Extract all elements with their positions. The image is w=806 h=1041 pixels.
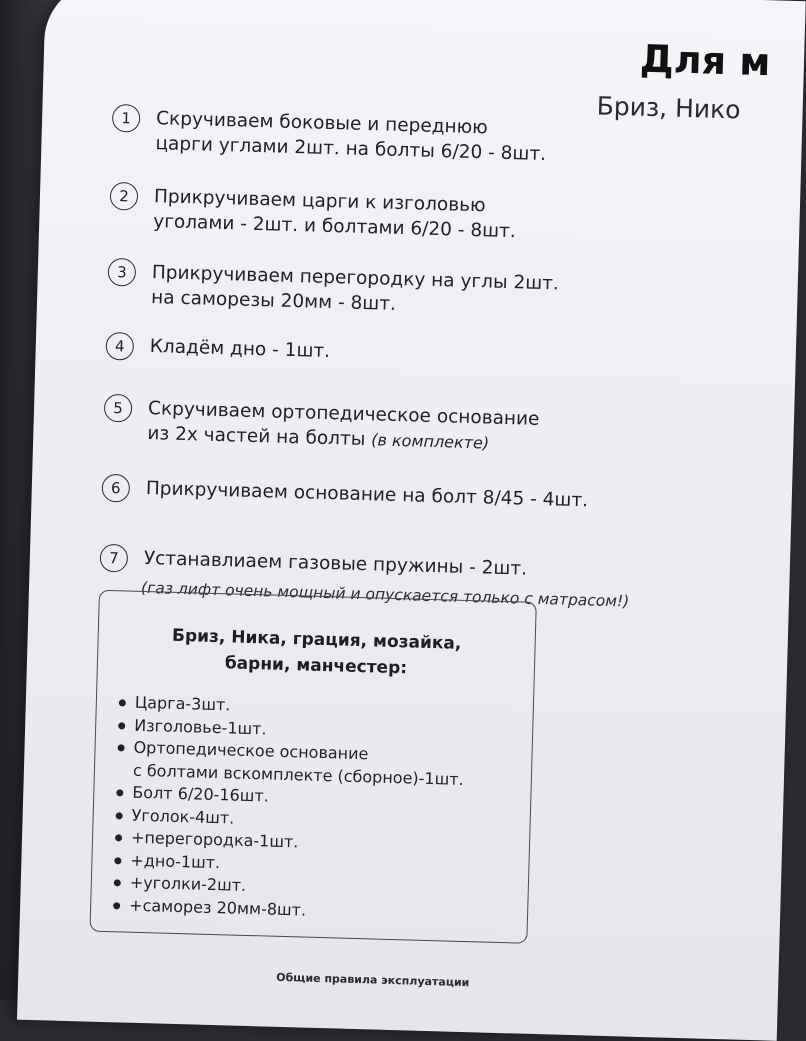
list-item-line: Ортопедическое основание xyxy=(133,737,369,764)
step-text xyxy=(153,184,694,249)
step-text xyxy=(147,396,688,461)
list-item: Изголовье-1шт. xyxy=(116,714,465,746)
kit-title-line: барни, манчестер: xyxy=(224,653,408,679)
page-subtitle: Бриз, Нико xyxy=(596,91,741,125)
step-line: Прикручиваем царги к изголовью xyxy=(153,186,486,217)
step-note: (газ лифт очень мощный и опускается только с матрасом!) xyxy=(140,578,630,611)
step-line: Скручиваем ортопедическое основание xyxy=(147,398,540,430)
kit-title-line: Бриз, Ника, грация, мозайка, xyxy=(171,625,462,654)
list-item: Уголок-4шт. xyxy=(113,804,462,836)
list-item: +перегородка-1шт. xyxy=(113,826,462,858)
kit-list xyxy=(111,691,466,926)
step-number-circle: 4 xyxy=(105,332,134,361)
step-number-circle: 2 xyxy=(110,182,139,211)
step-line: на саморезы 20мм - 8шт. xyxy=(150,287,397,315)
step-line: Кладём дно - 1шт. xyxy=(149,336,331,363)
step-number-circle: 7 xyxy=(99,544,128,573)
list-item: Болт 6/20-16шт. xyxy=(114,781,463,813)
step-line-main: из 2х частей на болты xyxy=(147,423,366,451)
step-number-circle: 3 xyxy=(107,258,136,287)
step-line: Прикручиваем перегородку на углы 2шт. xyxy=(151,262,560,295)
step-text xyxy=(151,260,692,325)
step-italic-note: (в комплекте) xyxy=(371,430,490,453)
step-number-circle: 6 xyxy=(101,474,130,503)
list-item: Царга-3шт. xyxy=(117,691,466,723)
page-title: Для м xyxy=(639,36,771,85)
step-line: уголами - 2шт. и болтами 6/20 - 8шт. xyxy=(153,211,517,243)
list-item: +саморез 20мм-8шт. xyxy=(111,894,460,926)
step-line: Устанавлиаем газовые пружины - 2шт. xyxy=(143,547,528,580)
instruction-sheet xyxy=(17,0,806,1041)
step-number-circle: 5 xyxy=(104,394,133,423)
step-text xyxy=(149,334,689,374)
footer-caption: Общие правила эксплуатации xyxy=(276,970,470,990)
step-text xyxy=(144,546,684,586)
step-text xyxy=(145,476,685,516)
step-line: Прикручиваем основание на болт 8/45 - 4шт. xyxy=(145,477,589,512)
list-item: +дно-1шт. xyxy=(112,849,461,881)
step-line: Скручиваем боковые и переднюю xyxy=(155,108,489,139)
step-number-circle: 1 xyxy=(112,104,141,133)
list-item-line: с болтами вскомплекте (сборное)-1шт. xyxy=(132,760,464,789)
kit-contents-box xyxy=(89,590,536,944)
step-line: царги углами 2шт. на болты 6/20 - 8шт. xyxy=(155,133,547,166)
kit-title xyxy=(98,621,535,685)
list-item: +уголки-2шт. xyxy=(112,871,461,903)
